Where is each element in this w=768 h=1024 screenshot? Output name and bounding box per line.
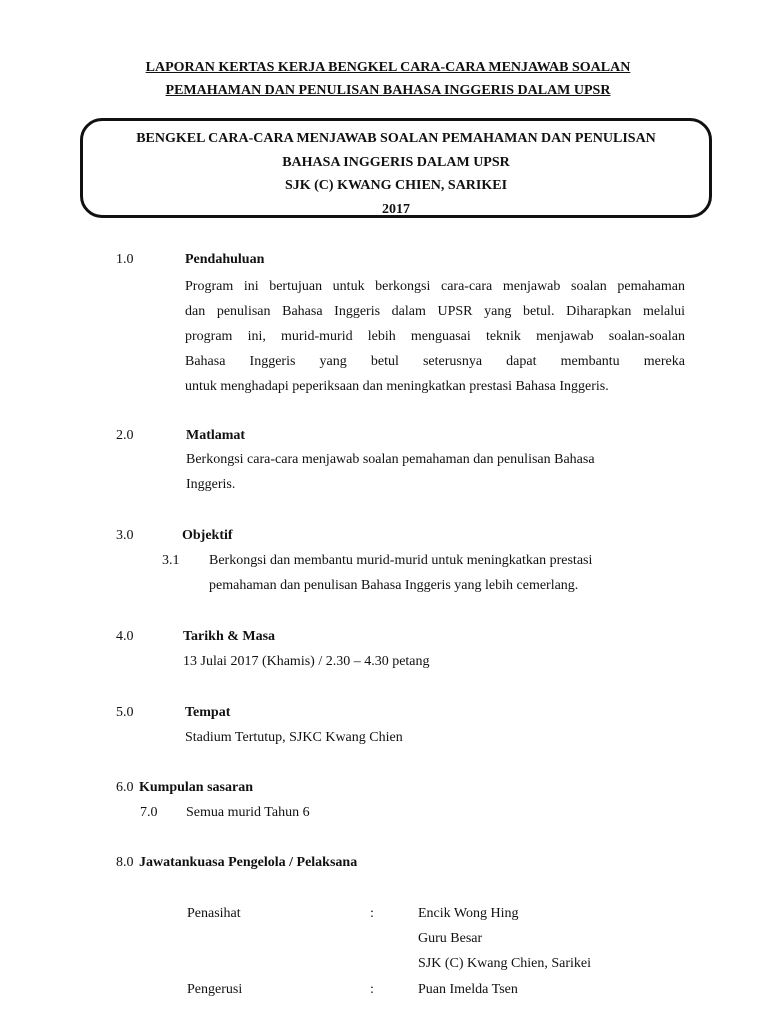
banner-line-2: BAHASA INGGERIS DALAM UPSR (282, 155, 510, 170)
section-heading-kumpulan-sasaran: Kumpulan sasaran (139, 780, 253, 795)
document-title-line-2: PEMAHAMAN DAN PENULISAN BAHASA INGGERIS DALAM UPSR (165, 83, 611, 98)
banner-line-4: 2017 (382, 202, 410, 217)
committee-name: Puan Imelda Tsen (418, 982, 518, 997)
committee-role: Pengerusi (187, 982, 243, 997)
paragraph-line: Bahasa Inggeris yang betul seterusnya dapat membantu mereka (185, 354, 685, 369)
section-number: 4.0 (116, 629, 134, 644)
committee-colon: : (370, 982, 374, 997)
banner-line-3: SJK (C) KWANG CHIEN, SARIKEI (284, 178, 508, 193)
subsection-number: 7.0 (140, 805, 158, 820)
section-heading-matlamat: Matlamat (186, 428, 246, 443)
section-number: 2.0 (116, 428, 134, 443)
section-heading-tempat: Tempat (185, 705, 231, 720)
section-heading-tarikh-masa: Tarikh & Masa (183, 629, 276, 644)
section-number: 8.0 (116, 855, 134, 870)
date-time-text: 13 Julai 2017 (Khamis) / 2.30 – 4.30 petang (183, 654, 430, 669)
section-heading-pendahuluan: Pendahuluan (185, 252, 265, 267)
committee-detail: Guru Besar (418, 931, 483, 946)
section-heading-jawatankuasa: Jawatankuasa Pengelola / Pelaksana (139, 855, 358, 870)
section-heading-objektif: Objektif (182, 528, 233, 543)
paragraph-line: dan penulisan Bahasa Inggeris dalam UPSR yang betul. Diharapkan melalui (185, 304, 685, 319)
subsection-number: 3.1 (162, 553, 180, 568)
paragraph-line: pemahaman dan penulisan Bahasa Inggeris yang lebih cemerlang. (209, 578, 579, 593)
venue-text: Stadium Tertutup, SJKC Kwang Chien (185, 730, 403, 745)
committee-detail: SJK (C) Kwang Chien, Sarikei (418, 956, 592, 971)
committee-role: Penasihat (187, 906, 241, 921)
section-number: 1.0 (116, 252, 134, 267)
section-number: 6.0 (116, 780, 134, 795)
section-number: 5.0 (116, 705, 134, 720)
paragraph-line: program ini, murid-murid lebih menguasai teknik menjawab soalan-soalan (185, 329, 685, 344)
banner-line-1: BENGKEL CARA-CARA MENJAWAB SOALAN PEMAHAMAN DAN PENULISAN (136, 131, 656, 146)
paragraph-line: Program ini bertujuan untuk berkongsi cara-cara menjawab soalan pemahaman (185, 279, 685, 294)
target-group-text: Semua murid Tahun 6 (186, 805, 310, 820)
committee-colon: : (370, 906, 374, 921)
section-number: 3.0 (116, 528, 134, 543)
document-title-line-1: LAPORAN KERTAS KERJA BENGKEL CARA-CARA MENJAWAB SOALAN (145, 60, 631, 75)
paragraph-line: untuk menghadapi peperiksaan dan meningkatkan prestasi Bahasa Inggeris. (185, 379, 609, 394)
paragraph-line: Inggeris. (186, 477, 236, 492)
committee-name: Encik Wong Hing (418, 906, 519, 921)
paragraph-line: Berkongsi cara-cara menjawab soalan pemahaman dan penulisan Bahasa (186, 452, 595, 467)
paragraph-line: Berkongsi dan membantu murid-murid untuk meningkatkan prestasi (209, 553, 593, 568)
